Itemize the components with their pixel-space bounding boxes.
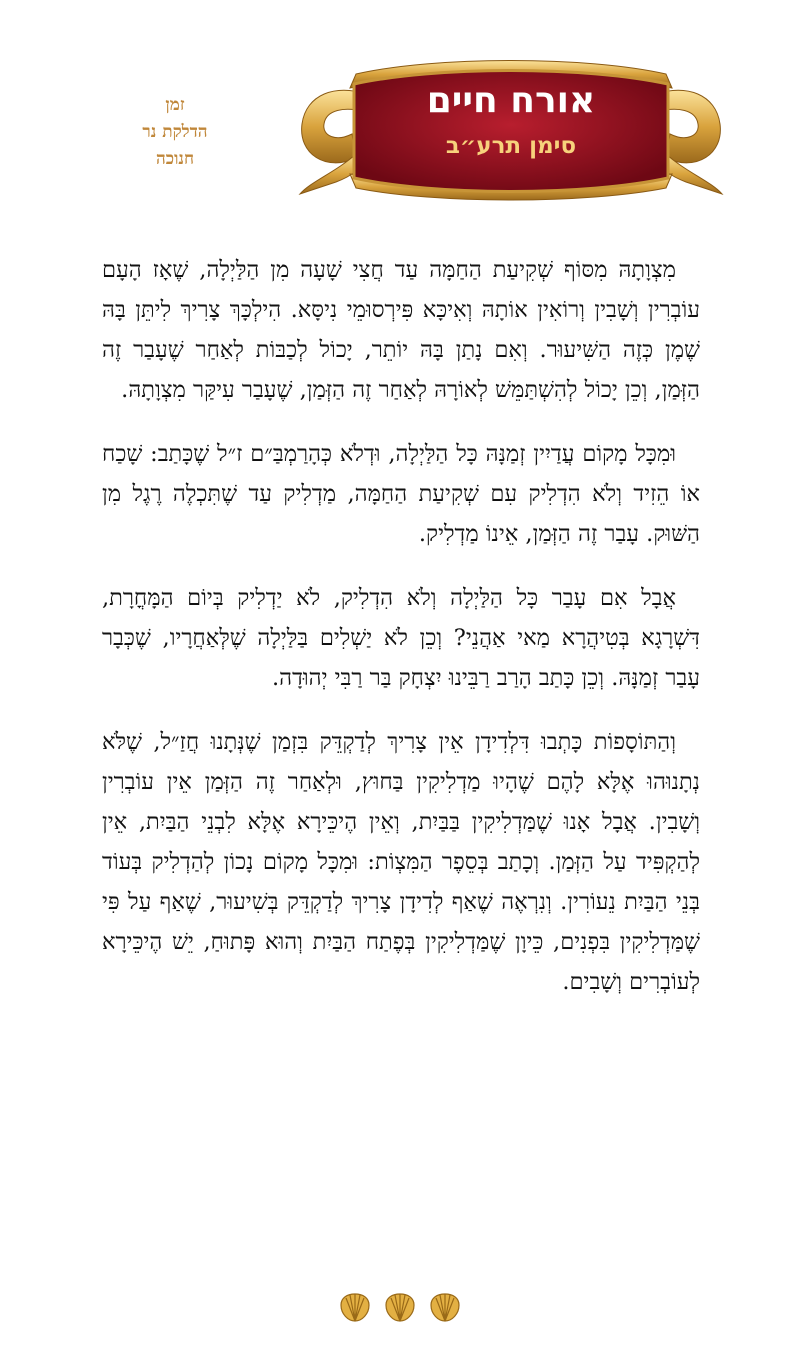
topic-line-3: חנוכה xyxy=(155,149,195,169)
topic-line-2: הדלקת נר xyxy=(142,122,208,142)
seashell-icon xyxy=(383,1290,417,1324)
paragraph-4: וְהַתּוֹסָפוֹת כָּתְבוּ דִּלְדִידָן אֵין צָרִיךְ לְדַקְדֵּק בִּזְמַן שֶׁנְּתָנוּ חֲזַ״ל, שֶׁלֹּא נְתָנוּהוּ אֶלָּא לָהֶם שֶׁהָיוּ מַדְלִיקִין בַּחוּץ, וּלְאַחַר זֶה הַזְּמַן אֵין עוֹבְרִין וְשָׁבִין. אֲבָל אָנוּ שֶׁמַּדְלִיקִין בַּבַּיִת, וְאֵין הֶיכֵּירָא אֶלָּא לִבְנֵי הַבַּיִת, אֵין לְהַקְפִּיד עַל הַזְּמַן. וְכָתַב בְּסֵפֶר הַמִּצְוֹת: וּמִכָּל מָקוֹם נָכוֹן לְהַדְלִיק בְּעוֹד בְּנֵי הַבַּיִת נֵעוֹרִין. וְנִרְאֶה שֶׁאַף לְדִידָן צָרִיךְ לְדַקְדֵּק בְּשִׁיעוּר, שֶׁאַף עַל פִּי שֶׁמַּדְלִיקִין בִּפְנִים, כֵּיוָן שֶׁמַּדְלִיקִין בְּפֶתַח הַבַּיִת וְהוּא פָּתוּחַ, יֵשׁ הֶיכֵּירָא לְעוֹבְרִים וְשָׁבִים. xyxy=(102,729,700,995)
footer-ornament xyxy=(338,1290,462,1324)
topic-line-1: זמן xyxy=(165,95,185,115)
halacha-text xyxy=(102,250,700,1026)
scroll-ribbon-icon xyxy=(296,54,726,204)
banner-title: אורח חיים xyxy=(426,80,596,121)
paragraph-2: וּמִכָּל מָקוֹם עֲדַיִין זְמַנָּהּ כָּל הַלַּיְלָה, וּדְלֹא כְּהָרַמְבַּ״ם ז״ל שֶׁכָּתַב: שָׁכַח אוֹ הֵזִיד וְלֹא הִדְלִיק עִם שְׁקִיעַת הַחַמָּה, מַדְלִיק עַד שֶׁתִּכְלֶה רֶגֶל מִן הַשּׁוּק. עָבַר זֶה הַזְּמַן, אֵינוֹ מַדְלִיק. xyxy=(102,441,700,547)
paragraph-3: אֲבָל אִם עָבַר כָּל הַלַּיְלָה וְלֹא הִדְלִיק, לֹא יַדְלִיק בְּיוֹם הַמָּחֳרָת, דִּשְׁרָגָא בְּטִיהֲרָא מַאי אַהֲנֵי? וְכֵן לֹא יַשְׁלִים בַּלַּיְלָה שֶׁלְּאַחֲרָיו, שֶׁכְּבָר עָבַר זְמַנָּהּ. וְכֵן כָּתַב הָרַב רַבֵּינוּ יִצְחָק בַּר רַבִּי יְהוּדָה. xyxy=(102,585,700,691)
seashell-icon xyxy=(428,1290,462,1324)
seashell-icon xyxy=(338,1290,372,1324)
topic-label xyxy=(120,92,230,173)
title-banner xyxy=(296,54,726,204)
paragraph-1: מִצְוָתָהּ מִסּוֹף שְׁקִיעַת הַחַמָּה עַד חֲצִי שָׁעָה מִן הַלַּיְלָה, שֶׁאָז הָעָם עוֹבְרִין וְשָׁבִין וְרוֹאִין אוֹתָהּ וְאִיכָּא פִּירְסוּמֵי נִיסָּא. הִילְכָּךְ צָרִיךְ לִיתֵּן בָּהּ שֶׁמֶן כְּזֶה הַשִּׁיעוּר. וְאִם נָתַן בָּהּ יוֹתֵר, יָכוֹל לְכַבּוֹת לְאַחַר שֶׁעָבַר זֶה הַזְּמַן, וְכֵן יָכוֹל לְהִשְׁתַּמֵּשׁ לְאוֹרָהּ לְאַחַר זֶה הַזְּמַן, שֶׁעָבַר עִיקַּר מִצְוָתָהּ. xyxy=(102,257,700,403)
banner-subtitle: סימן תרע״ב xyxy=(445,133,577,159)
